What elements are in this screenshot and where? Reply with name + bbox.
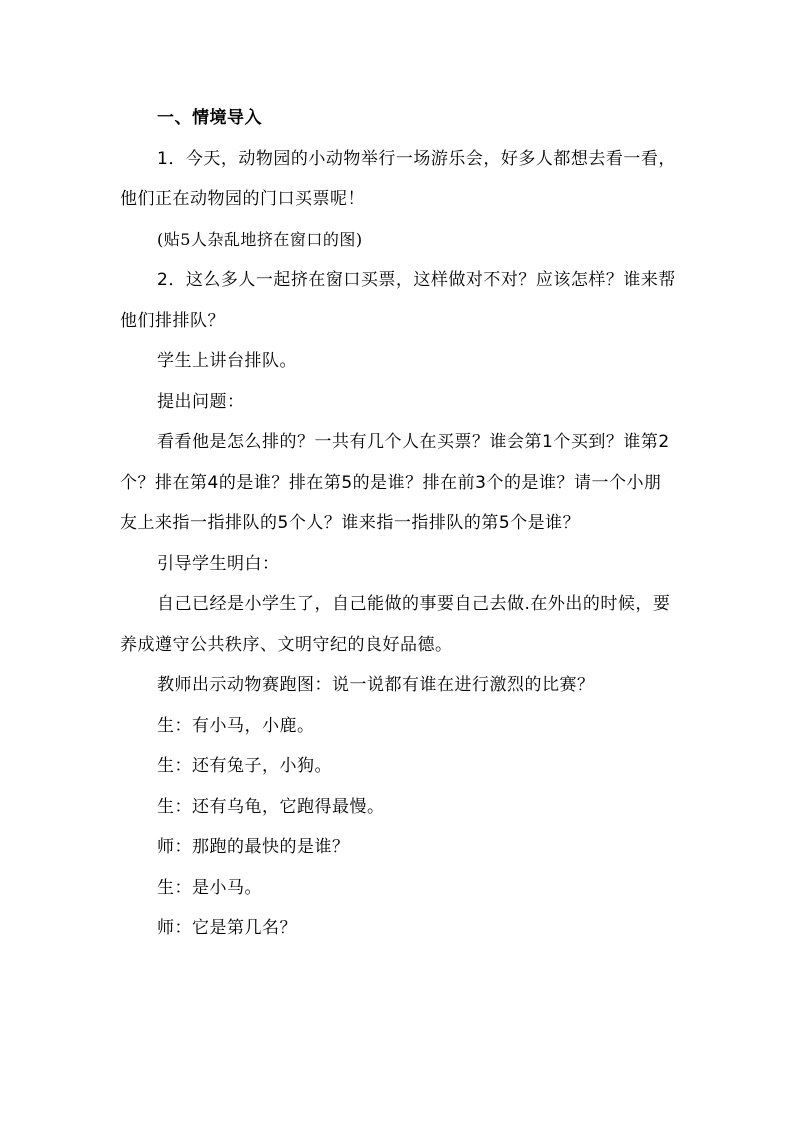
dialogue-line-2: 生：还有兔子，小狗。 — [157, 756, 332, 776]
dialogue-line-1: 生：有小马，小鹿。 — [157, 715, 315, 736]
document-body — [120, 98, 676, 949]
paragraph-3: 学生上讲台排队。 — [157, 351, 297, 371]
section-heading: 一、情境导入 — [157, 108, 262, 128]
paragraph-note: (贴5人杂乱地挤在窗口的图) — [157, 229, 363, 249]
paragraph-5: 看看他是怎么排的？一共有几个人在买票？谁会第1个买到？谁第2个？排在第4的是谁？排在第5的是谁？排在前3个的是谁？请一个小朋友上来指一指排队的5个人？谁来指一指排队的第5个是谁？ — [120, 432, 670, 533]
paragraph-7: 自己已经是小学生了，自己能做的事要自己去做.在外出的时候，要养成遵守公共秩序、文明守纪的良好品德。 — [120, 594, 671, 655]
paragraph-8: 教师出示动物赛跑图：说一说都有谁在进行激烈的比赛？ — [157, 675, 595, 695]
dialogue-line-6: 师：它是第几名？ — [157, 918, 297, 938]
paragraph-6: 引导学生明白： — [157, 553, 280, 574]
dialogue-line-3: 生：还有乌龟，它跑得最慢。 — [157, 796, 385, 817]
paragraph-2: 2．这么多人一起挤在窗口买票，这样做对不对？应该怎样？谁来帮他们排排队？ — [120, 270, 676, 331]
paragraph-4: 提出问题： — [157, 391, 245, 412]
dialogue-line-4: 师：那跑的最快的是谁？ — [157, 837, 350, 857]
paragraph-1: 1．今天，动物园的小动物举行一场游乐会，好多人都想去看一看，他们正在动物园的门口买票呢！ — [120, 148, 676, 209]
dialogue-line-5: 生：是小马。 — [157, 877, 262, 898]
